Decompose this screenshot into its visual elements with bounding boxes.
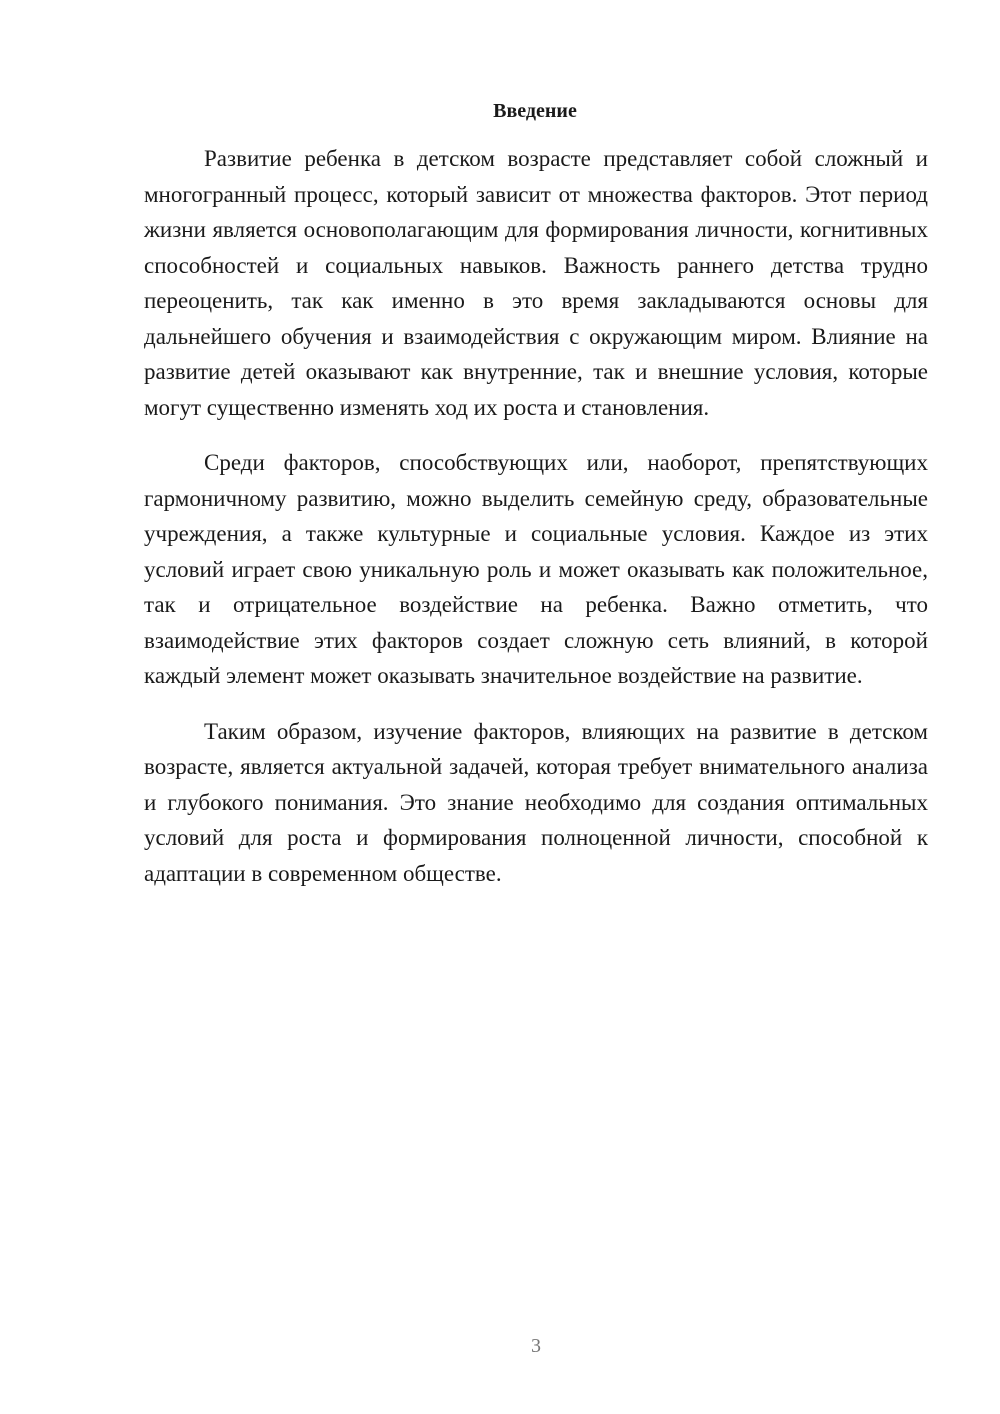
paragraph-1: Развитие ребенка в детском возрасте представляет собой сложный и многогранный процесс, который зависит от множества факторов. Этот период жизни является основополагающим для формирования личности, когнитивных способностей и социальных навыков. Важность раннего детства трудно переоценить, так как именно в это время закладываются основы для дальнейшего обучения и взаимодействия с окружающим миром. Влияние на развитие детей оказывают как внутренние, так и внешние условия, которые могут существенно изменять ход их роста и становления. <box>144 146 928 420</box>
paragraph-3: Таким образом, изучение факторов, влияющих на развитие в детском возрасте, является актуальной задачей, которая требует внимательного анализа и глубокого понимания. Это знание необходимо для создания оптимальных условий для роста и формирования полноценной личности, способной к адаптации в современном обществе. <box>144 718 928 886</box>
body-text <box>144 141 928 891</box>
section-title: Введение <box>493 100 577 122</box>
paragraph-2: Среди факторов, способствующих или, наоборот, препятствующих гармоничному развитию, можно выделить семейную среду, образовательные учреждения, а также культурные и социальные условия. Каждое из этих условий играет свою уникальную роль и может оказывать как положительное, так и отрицательное воздействие на ребенка. Важно отметить, что взаимодействие этих факторов создает сложную сеть влияний, в которой каждый элемент может оказывать значительное воздействие на развитие. <box>144 450 928 688</box>
page-number: 3 <box>531 1335 541 1357</box>
